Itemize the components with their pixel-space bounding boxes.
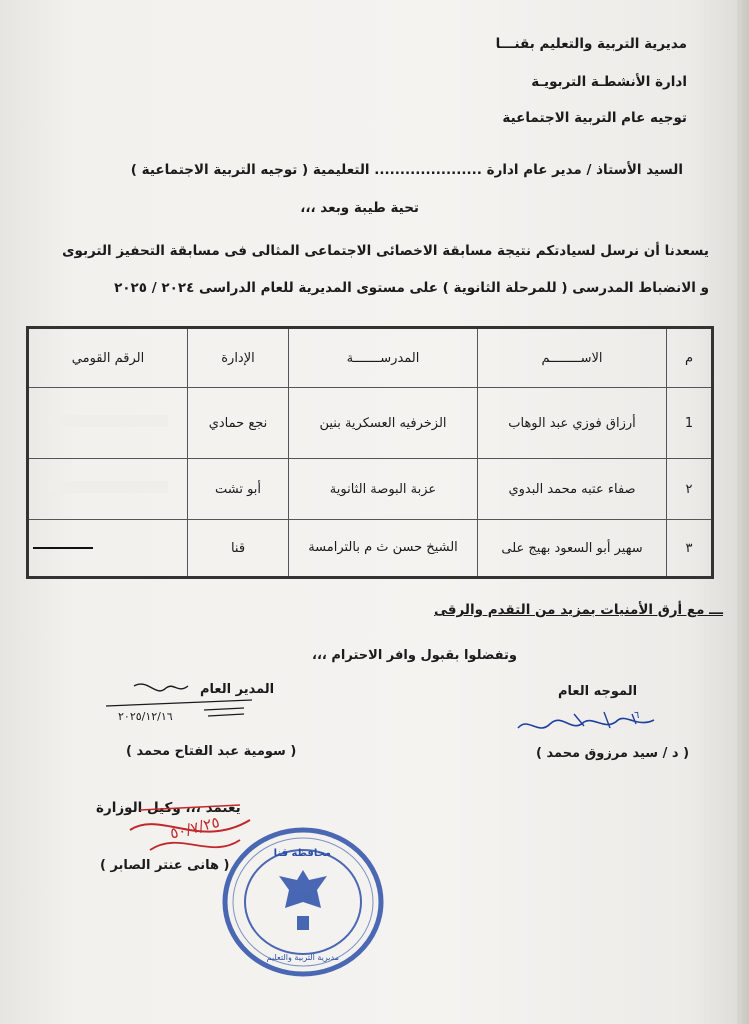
row-name: أرزاق فوزي عبد الوهاب <box>478 388 667 459</box>
greeting: تحية طيبة وبعد ،،، <box>300 200 419 216</box>
director-title: المدير العام <box>200 682 275 697</box>
supervisor-signature <box>514 706 664 746</box>
header-name: الاســــــــم <box>478 328 667 388</box>
supervisor-title: الموجه العام <box>558 684 638 699</box>
eagle-emblem-icon <box>279 870 327 930</box>
header-directorate: مديرية التربية والتعليم بقنـــا <box>495 36 687 52</box>
row-school: عزبة البوصة الثانوية <box>289 459 478 520</box>
red-date: ٥٠/٧/٢٥ <box>168 812 222 843</box>
row-admin: نجع حمادي <box>188 388 289 459</box>
row-name: صفاء عتبه محمد البدوي <box>478 459 667 520</box>
addressee-line: السيد الأستاذ / مدير عام ادارة ..................... التعليمية ( توجيه التربية الاجتماعية ) <box>130 162 683 178</box>
closing-respect: وتفضلوا بقبول وافر الاحترام ،،، <box>312 648 517 663</box>
row-national-id-redacted <box>28 520 188 578</box>
row-admin: قنا <box>188 520 289 578</box>
closing-wishes: ـــ مع أرق الأمنيات بمزيد من التقدم والرقى <box>434 602 723 618</box>
results-table <box>26 326 714 579</box>
header-num: م <box>667 328 713 388</box>
redacted-field <box>48 481 168 493</box>
row-admin: أبو تشت <box>188 459 289 520</box>
table-header-row <box>28 328 713 388</box>
supervisor-date: ٦ <box>634 710 640 721</box>
row-num: ٣ <box>667 520 713 578</box>
director-name: ( سومية عبد الفتاح محمد ) <box>126 744 297 759</box>
supervisor-name: ( د / سيد مرزوق محمد ) <box>536 746 690 761</box>
header-social-education: توجيه عام التربية الاجتماعية <box>502 110 687 126</box>
table-row <box>28 388 713 459</box>
header-national-id: الرقم القومي <box>28 328 188 388</box>
row-name: سهير أبو السعود بهيج على <box>478 520 667 578</box>
body-line-2: و الانضباط المدرسى ( للمرحلة الثانوية ) على مستوى المديرية للعام الدراسى ٢٠٢٤ / ٢٠٢٥ <box>114 280 709 296</box>
deputy-name: ( هانى عنتر الصابر ) <box>100 858 230 873</box>
deputy-title: يعتمد ،،، وكيل الوزارة <box>96 800 241 816</box>
redacted-mark <box>33 547 93 549</box>
official-stamp <box>213 820 389 982</box>
row-national-id-redacted <box>28 459 188 520</box>
row-school: الشيخ حسن ث م بالترامسة <box>289 520 478 578</box>
row-national-id-redacted <box>28 388 188 459</box>
paper-edge <box>737 0 749 1024</box>
row-num: 1 <box>667 388 713 459</box>
stamp-bottom-text: مديرية التربية والتعليم <box>266 953 339 962</box>
row-num: ٢ <box>667 459 713 520</box>
table-row <box>28 459 713 520</box>
header-admin: الإدارة <box>188 328 289 388</box>
header-school: المدرســـــــة <box>289 328 478 388</box>
director-date: ٢٠٢٥/١٢/١٦ <box>118 710 173 723</box>
body-line-1: يسعدنا أن نرسل لسيادتكم نتيجة مسابقة الاخصائى الاجتماعى المثالى فى مسابقة التحفيز التربوى <box>62 243 709 259</box>
row-school: الزخرفيه العسكرية بنين <box>289 388 478 459</box>
redacted-field <box>48 415 168 427</box>
header-activities-dept: ادارة الأنشطـة التربويـة <box>531 74 687 90</box>
table-row <box>28 520 713 578</box>
stamp-top-text: محافظة قنا <box>273 848 331 859</box>
